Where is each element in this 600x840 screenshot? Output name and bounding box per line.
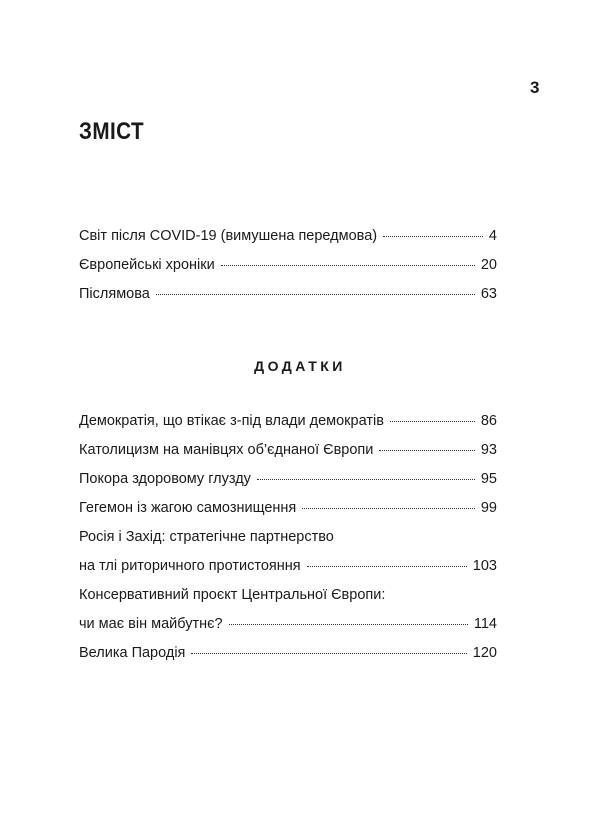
toc-entry[interactable] — [79, 642, 497, 671]
toc-entry-line1[interactable] — [79, 584, 497, 613]
toc-entry-page: 95 — [480, 471, 497, 487]
toc-entry[interactable] — [79, 497, 497, 526]
toc-entry-page: 4 — [488, 228, 497, 244]
toc-entry-line2[interactable] — [79, 555, 497, 584]
toc-entry-title: Покора здоровому глузду — [79, 471, 251, 487]
dot-leader — [257, 479, 475, 480]
toc-entry-title: Післямова — [79, 286, 150, 302]
toc-entry-page: 114 — [473, 616, 497, 632]
dot-leader — [307, 566, 467, 567]
toc-entry-title: Демократія, що втікає з-під влади демократів — [79, 413, 384, 429]
toc-entry-title-cont: чи має він майбутнє? — [79, 616, 223, 632]
toc-entry-title: Європейські хроніки — [79, 257, 215, 273]
toc-entry-title: Росія і Захід: стратегічне партнерство — [79, 529, 334, 545]
toc-entry-page: 20 — [480, 257, 497, 273]
toc-entry-title: Католицизм на манівцях об’єднаної Європи — [79, 442, 374, 458]
toc-entry[interactable] — [79, 468, 497, 497]
toc-entry-line1[interactable] — [79, 526, 497, 555]
toc-entry[interactable] — [79, 283, 497, 312]
toc-entry[interactable] — [79, 254, 497, 283]
dot-leader — [221, 265, 475, 266]
toc-entry-page: 103 — [472, 558, 497, 574]
toc-entry[interactable] — [79, 439, 497, 468]
dot-leader — [379, 450, 474, 451]
dot-leader — [156, 294, 475, 295]
toc-entry-title: Консервативний проєкт Центральної Європи: — [79, 587, 386, 603]
toc-entry-page: 120 — [472, 645, 497, 661]
toc-entry[interactable] — [79, 225, 497, 254]
toc-title: ЗМІСТ — [79, 118, 145, 145]
dot-leader — [390, 421, 475, 422]
toc-entry-page: 93 — [480, 442, 497, 458]
toc-entry-title: Велика Пародія — [79, 645, 186, 661]
dot-leader — [229, 624, 468, 625]
toc-entry-page: 63 — [480, 286, 497, 302]
appendix-heading: ДОДАТКИ — [254, 358, 346, 374]
toc-entry-title-cont: на тлі риторичного протистояння — [79, 558, 301, 574]
toc-entry-page: 99 — [480, 500, 497, 516]
toc-appendix-list — [79, 410, 497, 671]
toc-entry-title: Гегемон із жагою самознищення — [79, 500, 297, 516]
dot-leader — [302, 508, 475, 509]
dot-leader — [191, 653, 466, 654]
toc-entry[interactable] — [79, 410, 497, 439]
toc-main-list — [79, 225, 497, 312]
dot-leader — [383, 236, 483, 237]
toc-entry-page: 86 — [480, 413, 497, 429]
page-number: 3 — [530, 78, 540, 97]
toc-entry-title: Світ після COVID-19 (вимушена передмова) — [79, 228, 378, 244]
toc-entry-line2[interactable] — [79, 613, 497, 642]
